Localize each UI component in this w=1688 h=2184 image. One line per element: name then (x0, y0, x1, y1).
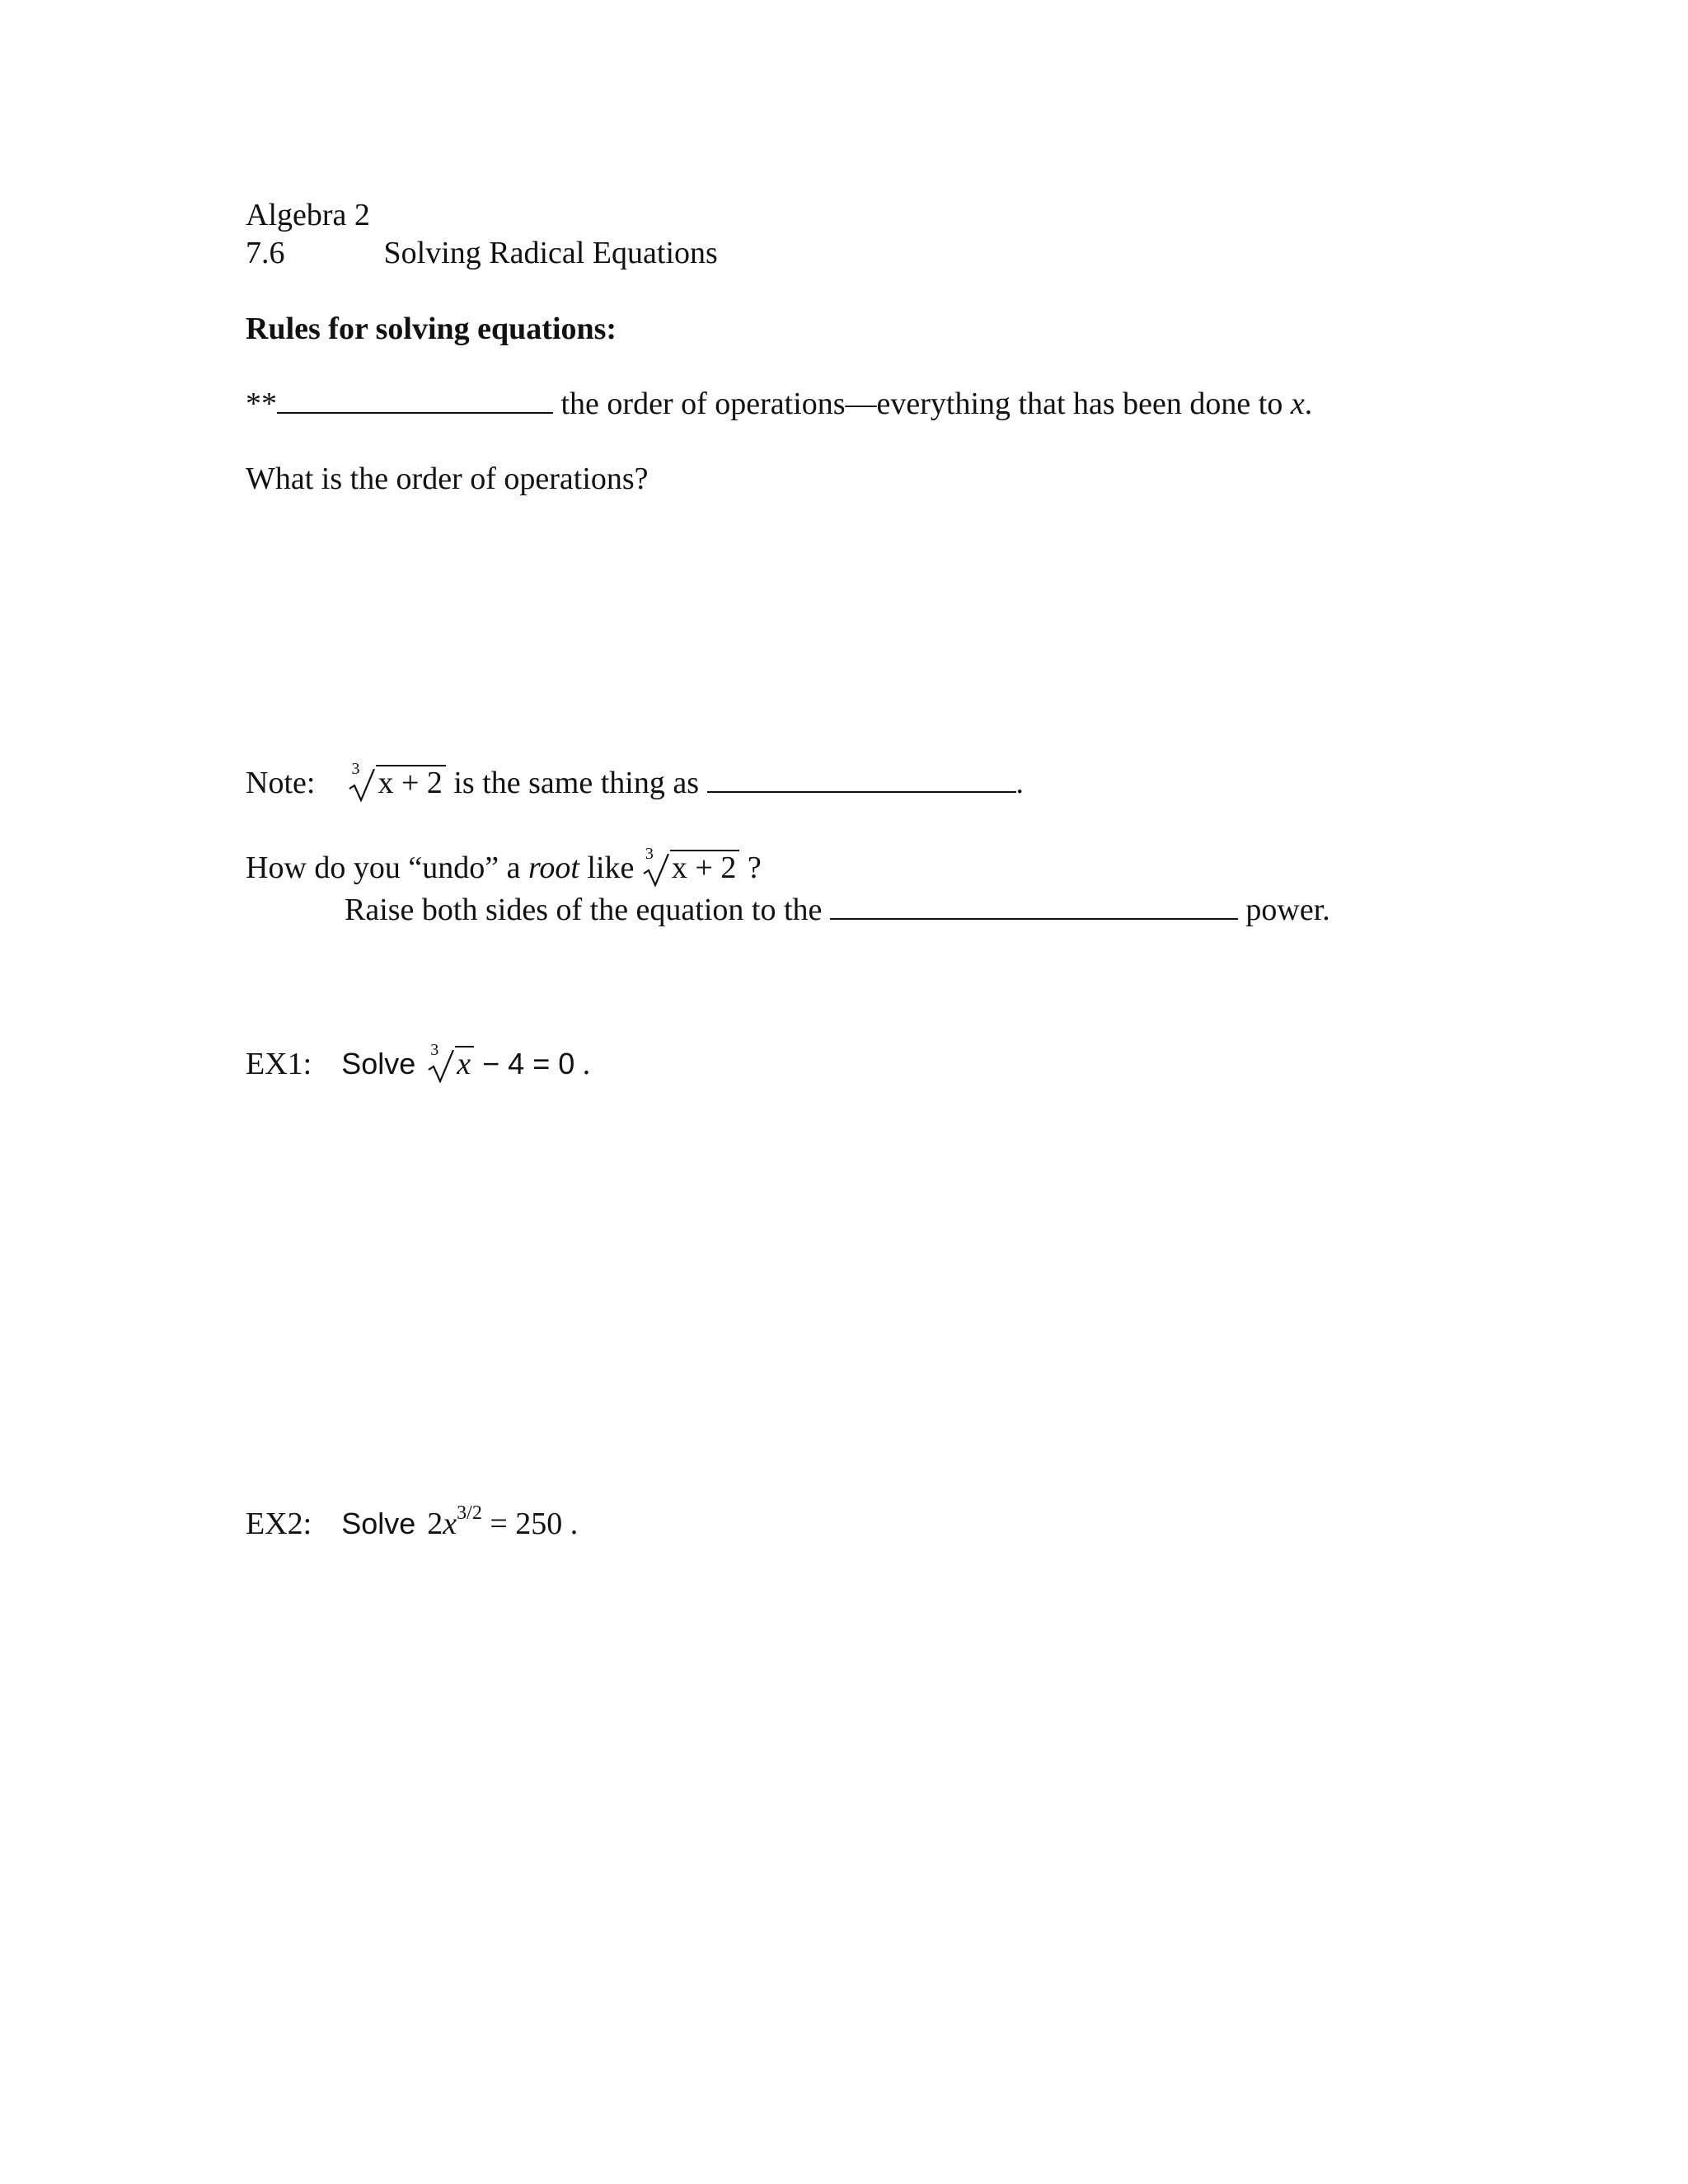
power-expression: $2x^{3/2}$ (427, 1502, 482, 1541)
example-1: EX1: Solve 3 x − 4 = 0 . (246, 1041, 591, 1081)
note-line: Note: 3 x + 2 is the same thing as . (246, 760, 1024, 800)
cube-root-x: 3 x (427, 1045, 474, 1083)
cube-root-expression: 3 x + 2 (348, 764, 445, 802)
radical-sign-icon (642, 854, 670, 887)
course-title: Algebra 2 (246, 198, 370, 232)
rule-variable: x (1290, 387, 1305, 421)
cube-root-expression: 3 x + 2 (642, 849, 739, 887)
example-1-label: EX1: (246, 1047, 312, 1081)
note-label: Note: (246, 766, 316, 800)
solve-word: Solve (341, 1507, 416, 1540)
undo-question: How do you “undo” a root like 3 x + 2 ? (246, 845, 762, 885)
example-2: EX2: Solve $2x^{3/2} = 250$ . (246, 1505, 578, 1547)
power-blank[interactable] (830, 890, 1238, 920)
rule-prefix: ** (246, 387, 277, 421)
undo-answer-line: Raise both sides of the equation to the power. (345, 890, 1330, 929)
rules-heading: Rules for solving equations: (246, 312, 617, 346)
rule-line: ** the order of operations—everything that has been done to x. (246, 384, 1312, 423)
radical-sign-icon (348, 769, 376, 802)
section-heading (246, 234, 718, 272)
solve-word: Solve (341, 1047, 416, 1080)
radical-sign-icon (427, 1050, 455, 1083)
rule-blank[interactable] (277, 384, 553, 414)
note-blank[interactable] (707, 763, 1016, 793)
section-title: Solving Radical Equations (383, 236, 718, 270)
example-2-label: EX2: (246, 1507, 312, 1541)
section-number: 7.6 (246, 236, 285, 270)
order-of-operations-question: What is the order of operations? (246, 462, 649, 496)
rule-text: the order of operations—everything that has been done to (553, 387, 1291, 421)
